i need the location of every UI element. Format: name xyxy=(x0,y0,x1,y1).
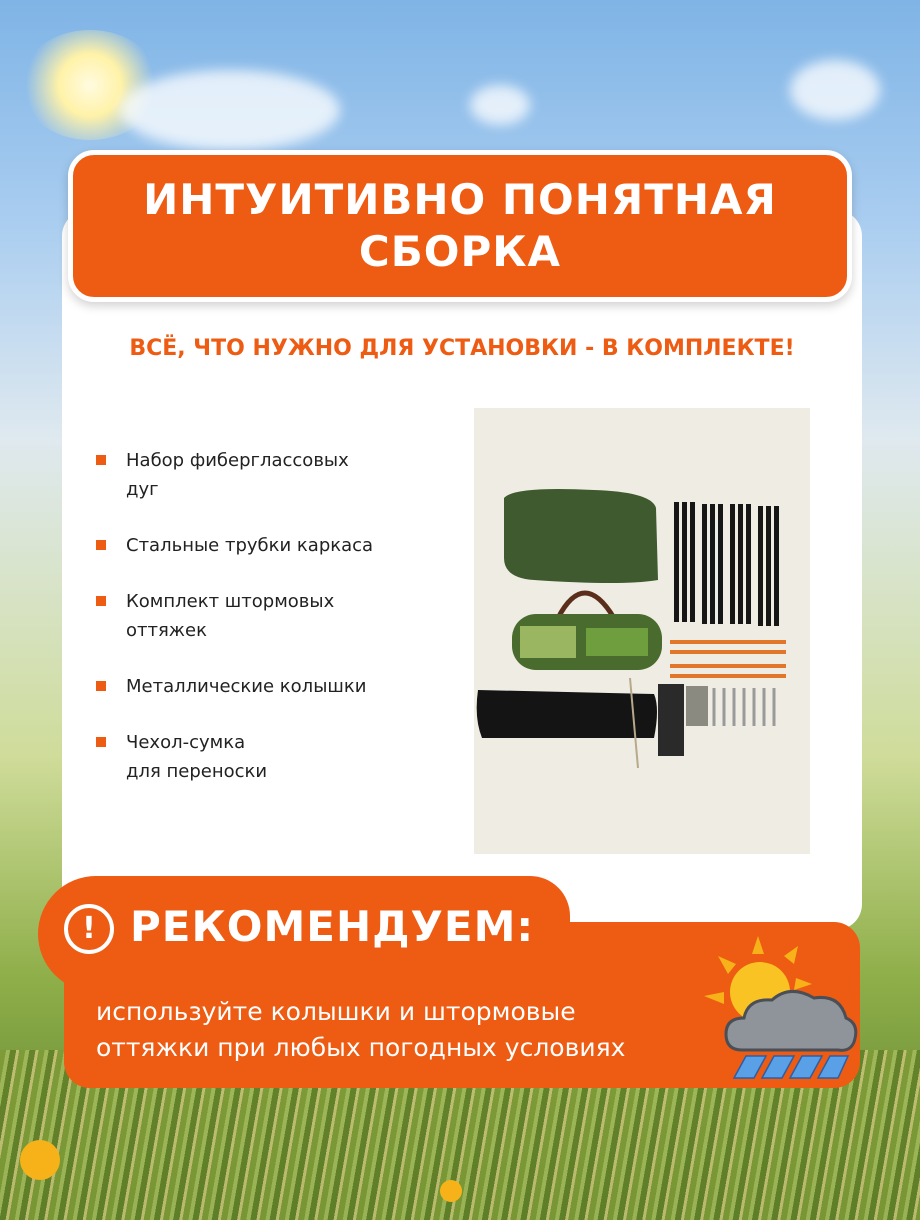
exclamation-circle-icon: ! xyxy=(64,904,114,954)
cloud xyxy=(470,85,530,125)
subtitle: ВСЁ, ЧТО НУЖНО ДЛЯ УСТАНОВКИ - В КОМПЛЕКТЕ! xyxy=(129,336,795,361)
feature-list xyxy=(96,446,446,813)
folded-tent-image xyxy=(504,489,658,583)
square-bullet-icon xyxy=(96,681,106,691)
recommendation-title: РЕКОМЕНДУЕМ: xyxy=(130,902,535,951)
flower xyxy=(440,1180,462,1202)
title-banner xyxy=(68,150,852,302)
list-item xyxy=(96,587,446,645)
sun-cloud-rain-icon xyxy=(702,934,860,1082)
feature-text: Чехол-сумка для переноски xyxy=(126,732,268,782)
square-bullet-icon xyxy=(96,455,106,465)
list-item xyxy=(96,672,446,701)
list-item xyxy=(96,728,446,786)
list-item xyxy=(96,446,446,504)
flower xyxy=(20,1140,60,1180)
product-photo xyxy=(474,408,810,854)
tent-floor-image xyxy=(477,690,657,738)
square-bullet-icon xyxy=(96,540,106,550)
feature-text: Набор фиберглассовых дуг xyxy=(126,450,349,500)
cloud xyxy=(120,70,340,150)
list-item xyxy=(96,531,446,560)
square-bullet-icon xyxy=(96,737,106,747)
cloud xyxy=(790,60,880,120)
feature-text: Металлические колышки xyxy=(126,676,367,697)
page-title: ИНТУИТИВНО ПОНЯТНАЯ СБОРКА xyxy=(143,175,777,276)
feature-text: Стальные трубки каркаса xyxy=(126,535,374,556)
feature-text: Комплект штормовых оттяжек xyxy=(126,591,335,641)
recommendation-text: используйте колышки и штормовые оттяжки при любых погодных условиях xyxy=(96,997,626,1062)
square-bullet-icon xyxy=(96,596,106,606)
